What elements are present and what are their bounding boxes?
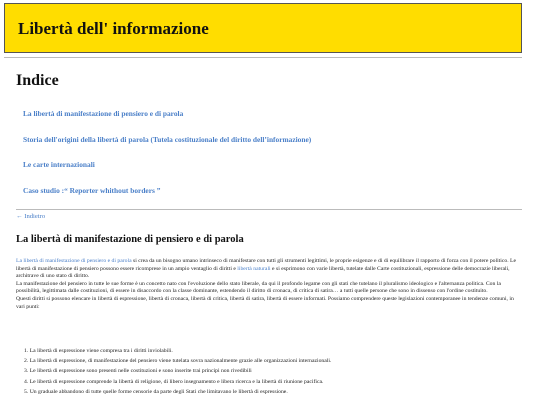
link-liberta-naturali[interactable]: libertà naturali xyxy=(237,265,271,272)
page-header xyxy=(4,3,522,53)
paragraph-2: La manifestazione del pensiero in tutte le sue forme è un concetto nato con l'evoluzione dello stato liberale, da qui il profondo legame con gli stati che tutelano il pluralismo ideologico e l'alternanza politica. Con la possibilità, legittimata dalle costituzioni, di essere in disaccordo con la classe dominante, estendendo il diritto di cronaca, di critica di satira… a tutti quelle persone che sono in dissenso con l'ordine costituito. xyxy=(16,280,501,295)
list-item: 2. La libertà di espressione, di manifestazione del pensiero viene tutelata sovra nazionalmente grazie alle organizzazioni internazionali. xyxy=(24,358,332,365)
toc-link-liberta-manifestazione[interactable]: La libertà di manifestazione di pensiero e di parola xyxy=(23,109,184,118)
paragraph-1 xyxy=(16,258,522,281)
paragraph-3: Questi diritti si possono elencare in libertà di espressione, libertà di cronaca, libertà di critica, libertà di satira, libertà di essere informati. Possiamo comprendere queste legislazioni contemporanee in tendenze comuni, in vari punti: xyxy=(16,295,514,310)
toc-link-caso-studio[interactable]: Caso studio :“ Reporter whithout borders ” xyxy=(23,186,161,195)
paragraph-1-text-b: e si esprimono con varie libertà, tutelate dalle Carte costituzionali, espressione delle democrazie liberali, architrave di uno stato di diritto. xyxy=(16,265,510,280)
paragraph-1-text-a: si crea da un bisogno umano intrinseco di manifestare con tutti gli strumenti legittimi, le proprie esigenze e di di equilibrare il rapporto di forza con il potere politico. Le libertà di manifestazione di pensiero possono essere ricomprese in un ampio ventaglio di diritti e xyxy=(16,258,517,272)
section-heading: La libertà di manifestazione di pensiero e di parola xyxy=(16,234,244,245)
list-item: 3. Le libertà di espressione sono presenti nelle costituzioni e sono inserite trai principi non rivedibili xyxy=(24,368,252,375)
index-heading: Indice xyxy=(16,72,59,89)
rights-list xyxy=(24,346,522,397)
link-liberta-manifestazione[interactable]: La libertà di manifestazione di pensiero e di parola xyxy=(16,258,132,264)
toc-link-storia-origini[interactable]: Storia dell'origini della libertà di parola (Tutela costituzionale del diritto dell’informazione) xyxy=(23,135,312,144)
section-divider xyxy=(16,209,522,210)
section-body xyxy=(16,258,522,311)
list-item: 5. Un graduale abbandono di tutte quelle forme censorie da parte degli Stati che limitavano le libertà di espressione. xyxy=(24,388,288,395)
page-title: Libertà dell' informazione xyxy=(18,19,209,38)
list-item: 4. Le libertà di espressione comprende la libertà di religione, di libero insegnamento e libera ricerca e la libertà di riunione pacifica. xyxy=(24,378,324,385)
toc-link-carte-internazionali[interactable]: Le carte internazionali xyxy=(23,160,95,169)
back-link[interactable]: ← Indietro xyxy=(16,213,46,220)
list-item: 1. La libertà di espressione viene compresa tra i diritti inviolabili. xyxy=(24,348,173,354)
header-divider xyxy=(4,57,522,58)
